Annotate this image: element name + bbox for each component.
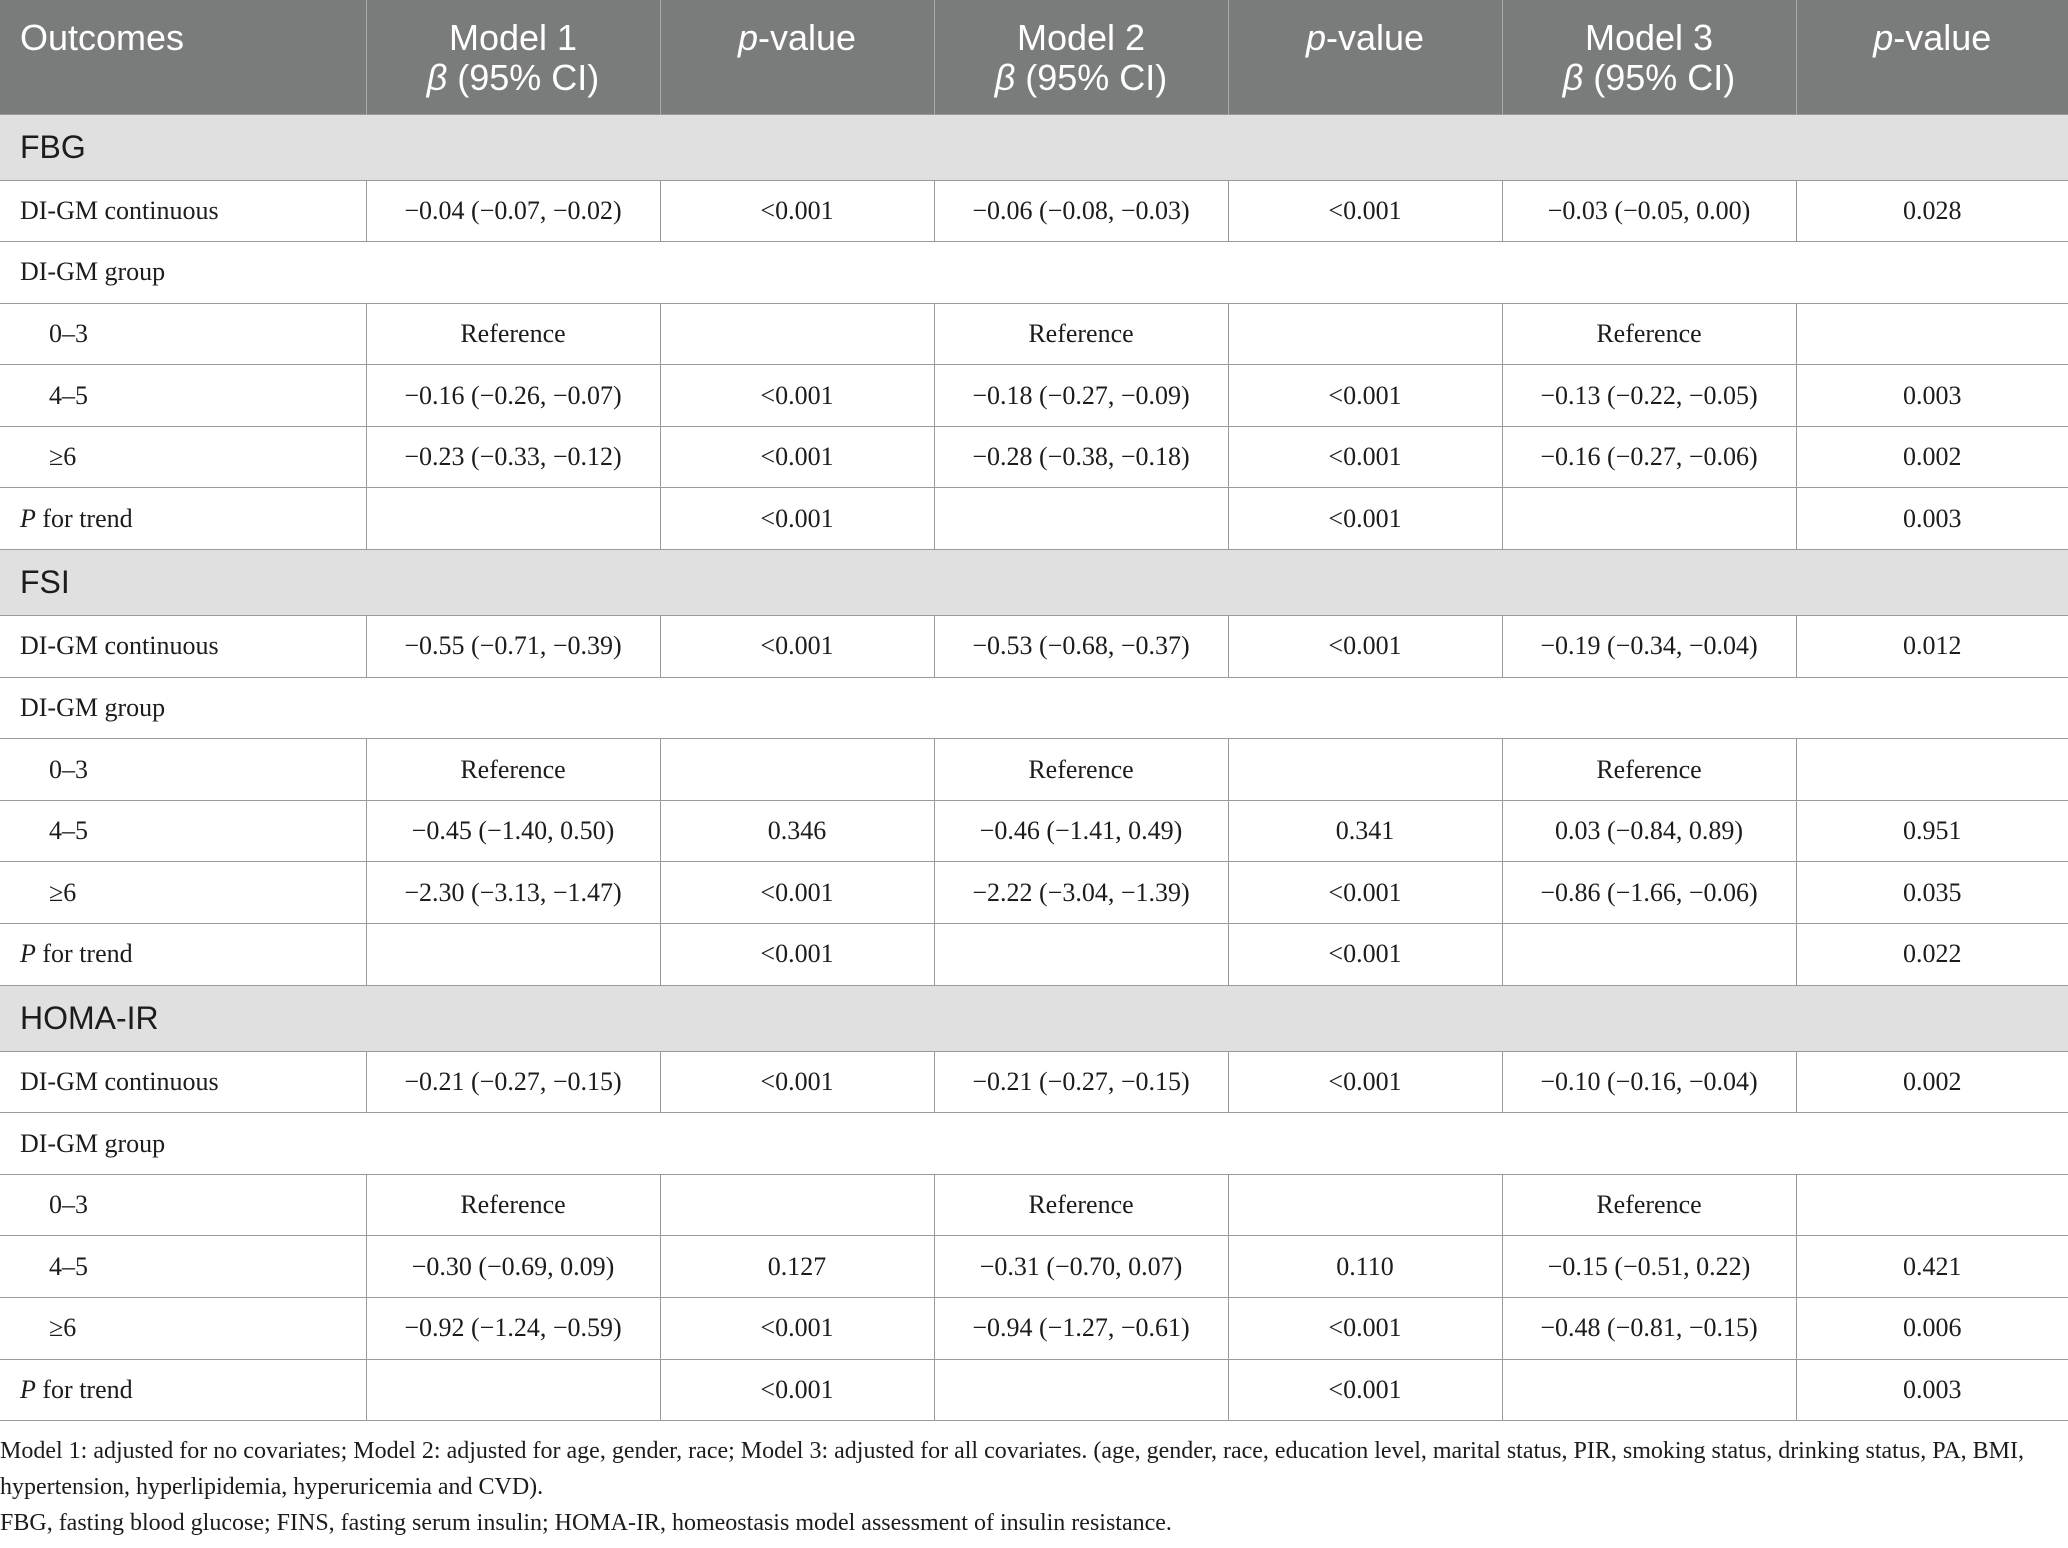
cell-model3-beta: 0.03 (−0.84, 0.89): [1502, 800, 1796, 862]
cell-model3-beta: −0.19 (−0.34, −0.04): [1502, 616, 1796, 678]
cell-model2-p: <0.001: [1228, 1051, 1502, 1113]
header-model3: [1502, 0, 1796, 114]
table-row-p-trend: [0, 1359, 2068, 1421]
table-header-row: [0, 0, 2068, 114]
cell-model1-p: [660, 739, 934, 801]
header-model2: [934, 0, 1228, 114]
cell-model1-p: <0.001: [660, 1359, 934, 1421]
cell-model1-p: <0.001: [660, 488, 934, 550]
cell-model2-p: <0.001: [1228, 180, 1502, 242]
row-label: 4–5: [0, 800, 366, 862]
cell-model2-beta: [934, 488, 1228, 550]
cell-model3-beta: −0.13 (−0.22, −0.05): [1502, 365, 1796, 427]
cell-model1-beta: −0.45 (−1.40, 0.50): [366, 800, 660, 862]
cell-model2-p: 0.341: [1228, 800, 1502, 862]
cell-model2-p: <0.001: [1228, 426, 1502, 488]
table-row-continuous: [0, 616, 2068, 678]
cell-model3-beta: [1502, 924, 1796, 986]
cell-model2-p: [1228, 739, 1502, 801]
trend-p-letter: P: [20, 939, 36, 969]
cell-model3-p: [1796, 1174, 2068, 1236]
row-label: DI-GM group: [0, 677, 2068, 739]
table-row-group-label: [0, 1113, 2068, 1175]
cell-model1-beta: −0.16 (−0.26, −0.07): [366, 365, 660, 427]
cell-model3-beta: −0.86 (−1.66, −0.06): [1502, 862, 1796, 924]
cell-model2-p: [1228, 1174, 1502, 1236]
table-row-continuous: [0, 1051, 2068, 1113]
header-outcomes: Outcomes: [0, 0, 366, 114]
table-row-group-6-plus: [0, 1298, 2068, 1360]
cell-model2-beta: −0.46 (−1.41, 0.49): [934, 800, 1228, 862]
table-row-group-6-plus: [0, 426, 2068, 488]
cell-model3-beta: [1502, 488, 1796, 550]
cell-model1-p: <0.001: [660, 1051, 934, 1113]
cell-model1-beta: Reference: [366, 1174, 660, 1236]
cell-model1-beta: −2.30 (−3.13, −1.47): [366, 862, 660, 924]
cell-model2-beta: −0.94 (−1.27, −0.61): [934, 1298, 1228, 1360]
header-model1-title: Model 1: [448, 17, 578, 58]
row-label: ≥6: [0, 862, 366, 924]
cell-model2-beta: Reference: [934, 1174, 1228, 1236]
cell-model3-beta: −0.15 (−0.51, 0.22): [1502, 1236, 1796, 1298]
cell-model1-p: <0.001: [660, 924, 934, 986]
header-model3-beta: β (95% CI): [1562, 57, 1736, 98]
header-p3: p-value: [1796, 0, 2068, 114]
table-row-group-label: [0, 242, 2068, 304]
cell-model3-beta: −0.10 (−0.16, −0.04): [1502, 1051, 1796, 1113]
cell-model1-beta: Reference: [366, 739, 660, 801]
footnote-models: Model 1: adjusted for no covariates; Model 2: adjusted for age, gender, race; Model 3: adjusted for all covariates. (age, gender, race, education level, marital status, PIR, smoking status, drinking status, PA, BMI, hypertension, hyperlipidemia, hyperuricemia and CVD).: [0, 1438, 2025, 1500]
cell-model2-beta: −2.22 (−3.04, −1.39): [934, 862, 1228, 924]
table-body: [0, 114, 2068, 1421]
row-label: DI-GM continuous: [0, 180, 366, 242]
cell-model2-beta: Reference: [934, 739, 1228, 801]
cell-model1-p: 0.127: [660, 1236, 934, 1298]
cell-model3-p: 0.002: [1796, 1051, 2068, 1113]
cell-model3-p: 0.022: [1796, 924, 2068, 986]
header-model1: [366, 0, 660, 114]
section-row: [0, 114, 2068, 180]
cell-model3-p: 0.012: [1796, 616, 2068, 678]
cell-model1-p: [660, 303, 934, 365]
table-row-continuous: [0, 180, 2068, 242]
trend-p-letter: P: [20, 503, 36, 533]
cell-model3-p: [1796, 303, 2068, 365]
cell-model3-p: 0.421: [1796, 1236, 2068, 1298]
section-title: HOMA-IR: [0, 985, 2068, 1051]
row-label: 0–3: [0, 1174, 366, 1236]
row-label: 4–5: [0, 1236, 366, 1298]
cell-model3-p: [1796, 739, 2068, 801]
row-label: DI-GM continuous: [0, 616, 366, 678]
cell-model2-beta: −0.53 (−0.68, −0.37): [934, 616, 1228, 678]
cell-model3-p: 0.002: [1796, 426, 2068, 488]
cell-model3-p: 0.006: [1796, 1298, 2068, 1360]
cell-model2-beta: [934, 1359, 1228, 1421]
row-label: DI-GM continuous: [0, 1051, 366, 1113]
table-row-group-4-5: [0, 365, 2068, 427]
cell-model2-beta: −0.28 (−0.38, −0.18): [934, 426, 1228, 488]
row-label: [0, 1359, 366, 1421]
section-title: FBG: [0, 114, 2068, 180]
cell-model1-p: <0.001: [660, 862, 934, 924]
cell-model1-beta: Reference: [366, 303, 660, 365]
cell-model1-beta: [366, 924, 660, 986]
cell-model3-p: 0.035: [1796, 862, 2068, 924]
cell-model3-p: 0.028: [1796, 180, 2068, 242]
header-p2: p-value: [1228, 0, 1502, 114]
table-row-group-6-plus: [0, 862, 2068, 924]
cell-model2-p: <0.001: [1228, 862, 1502, 924]
table-row-group-4-5: [0, 1236, 2068, 1298]
cell-model3-p: 0.003: [1796, 365, 2068, 427]
cell-model3-p: 0.003: [1796, 488, 2068, 550]
cell-model2-beta: [934, 924, 1228, 986]
header-model3-title: Model 3: [1584, 17, 1714, 58]
row-label: 0–3: [0, 303, 366, 365]
section-row: [0, 985, 2068, 1051]
trend-label-rest: for trend: [35, 939, 133, 969]
row-label: ≥6: [0, 1298, 366, 1360]
cell-model2-p: <0.001: [1228, 924, 1502, 986]
table-row-group-4-5: [0, 800, 2068, 862]
row-label: DI-GM group: [0, 1113, 2068, 1175]
trend-label-rest: for trend: [35, 503, 133, 533]
cell-model3-p: 0.003: [1796, 1359, 2068, 1421]
cell-model3-beta: Reference: [1502, 739, 1796, 801]
cell-model3-beta: −0.03 (−0.05, 0.00): [1502, 180, 1796, 242]
cell-model1-beta: −0.04 (−0.07, −0.02): [366, 180, 660, 242]
cell-model1-beta: [366, 1359, 660, 1421]
cell-model2-p: <0.001: [1228, 1359, 1502, 1421]
cell-model2-beta: −0.18 (−0.27, −0.09): [934, 365, 1228, 427]
cell-model1-p: <0.001: [660, 180, 934, 242]
header-p1: p-value: [660, 0, 934, 114]
cell-model1-beta: −0.55 (−0.71, −0.39): [366, 616, 660, 678]
table-row-p-trend: [0, 924, 2068, 986]
header-model2-beta: β (95% CI): [994, 57, 1168, 98]
cell-model2-beta: −0.31 (−0.70, 0.07): [934, 1236, 1228, 1298]
header-model2-title: Model 2: [1016, 17, 1146, 58]
header-model1-beta: β (95% CI): [426, 57, 600, 98]
cell-model2-p: <0.001: [1228, 1298, 1502, 1360]
section-title: FSI: [0, 550, 2068, 616]
footnote-abbreviations: FBG, fasting blood glucose; FINS, fasting serum insulin; HOMA-IR, homeostasis model assessment of insulin resistance.: [0, 1510, 1172, 1536]
cell-model2-p: [1228, 303, 1502, 365]
trend-label-rest: for trend: [35, 1374, 133, 1404]
cell-model1-beta: −0.92 (−1.24, −0.59): [366, 1298, 660, 1360]
cell-model3-beta: −0.48 (−0.81, −0.15): [1502, 1298, 1796, 1360]
table-row-p-trend: [0, 488, 2068, 550]
cell-model3-beta: Reference: [1502, 303, 1796, 365]
table-row-group-0-3: [0, 303, 2068, 365]
cell-model1-p: 0.346: [660, 800, 934, 862]
trend-p-letter: P: [20, 1374, 36, 1404]
cell-model2-p: <0.001: [1228, 616, 1502, 678]
cell-model2-p: 0.110: [1228, 1236, 1502, 1298]
row-label: [0, 924, 366, 986]
table-footnote: [0, 1433, 2068, 1541]
cell-model2-p: <0.001: [1228, 365, 1502, 427]
cell-model2-beta: Reference: [934, 303, 1228, 365]
cell-model1-beta: −0.23 (−0.33, −0.12): [366, 426, 660, 488]
table-row-group-0-3: [0, 739, 2068, 801]
cell-model1-p: [660, 1174, 934, 1236]
cell-model1-beta: −0.30 (−0.69, 0.09): [366, 1236, 660, 1298]
section-row: [0, 550, 2068, 616]
cell-model1-beta: −0.21 (−0.27, −0.15): [366, 1051, 660, 1113]
table-row-group-0-3: [0, 1174, 2068, 1236]
cell-model1-p: <0.001: [660, 1298, 934, 1360]
cell-model1-p: <0.001: [660, 365, 934, 427]
cell-model3-beta: −0.16 (−0.27, −0.06): [1502, 426, 1796, 488]
row-label: 4–5: [0, 365, 366, 427]
cell-model1-p: <0.001: [660, 616, 934, 678]
row-label: DI-GM group: [0, 242, 2068, 304]
row-label: ≥6: [0, 426, 366, 488]
cell-model3-beta: Reference: [1502, 1174, 1796, 1236]
cell-model3-p: 0.951: [1796, 800, 2068, 862]
cell-model1-p: <0.001: [660, 426, 934, 488]
cell-model3-beta: [1502, 1359, 1796, 1421]
cell-model2-beta: −0.21 (−0.27, −0.15): [934, 1051, 1228, 1113]
table-row-group-label: [0, 677, 2068, 739]
row-label: [0, 488, 366, 550]
row-label: 0–3: [0, 739, 366, 801]
cell-model1-beta: [366, 488, 660, 550]
cell-model2-p: <0.001: [1228, 488, 1502, 550]
cell-model2-beta: −0.06 (−0.08, −0.03): [934, 180, 1228, 242]
